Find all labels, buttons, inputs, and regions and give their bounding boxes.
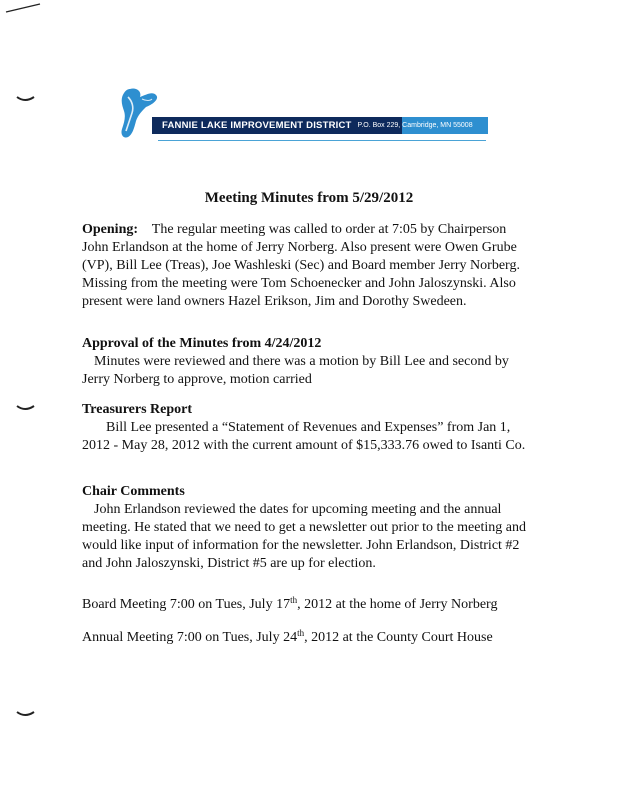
board-meeting-prefix: Board Meeting 7:00 on Tues, July 17 xyxy=(82,597,291,612)
lake-shape-icon xyxy=(112,85,232,145)
board-meeting-ordinal: th xyxy=(290,595,298,605)
annual-meeting-line xyxy=(82,629,552,647)
annual-meeting-ordinal: th xyxy=(297,628,305,638)
opening-section xyxy=(82,221,528,311)
document-title: Meeting Minutes from 5/29/2012 xyxy=(204,190,414,206)
letterhead-rule xyxy=(158,140,486,141)
org-name: FANNIE LAKE IMPROVEMENT DISTRICT xyxy=(162,120,352,131)
treasurer-text: Bill Lee presented a “Statement of Revenues and Expenses” from Jan 1, 2012 - May 28, 2012 with the current amount of $15,333.76 owed to Isanti Co. xyxy=(82,420,526,453)
opening-heading: Opening: xyxy=(82,222,139,237)
chair-section xyxy=(82,483,528,573)
board-meeting-suffix: , 2012 at the home of Jerry Norberg xyxy=(297,597,498,612)
letterhead-banner xyxy=(158,117,484,134)
punch-mark-3 xyxy=(16,709,36,719)
org-address: P.O. Box 229, Cambridge, MN 55008 xyxy=(357,122,473,129)
board-meeting-line xyxy=(82,596,552,614)
chair-heading: Chair Comments xyxy=(82,484,185,499)
annual-meeting-prefix: Annual Meeting 7:00 on Tues, July 24 xyxy=(82,630,298,645)
scan-mark-top xyxy=(4,0,44,14)
approval-text: Minutes were reviewed and there was a motion by Bill Lee and second by Jerry Norberg to approve, motion carried xyxy=(82,354,509,387)
opening-text: The regular meeting was called to order at 7:05 by Chairperson John Erlandson at the home of Jerry Norberg. Also present were Owen Grube (VP), Bill Lee (Treas), Joe Washleski (Sec) and Board member Jerry Norberg. Missing from the meeting were Tom Schoenecker and John Jaloszynski. Also present were land owners Hazel Erikson, Jim and Dorothy Swedeen. xyxy=(82,222,520,309)
approval-section xyxy=(82,335,528,389)
treasurer-section xyxy=(82,401,528,455)
approval-heading: Approval of the Minutes from 4/24/2012 xyxy=(82,336,322,351)
letterhead xyxy=(112,85,492,145)
punch-mark-2 xyxy=(16,403,36,413)
punch-mark-1 xyxy=(16,94,36,104)
treasurer-heading: Treasurers Report xyxy=(82,402,193,417)
annual-meeting-suffix: , 2012 at the County Court House xyxy=(304,630,493,645)
chair-text: John Erlandson reviewed the dates for upcoming meeting and the annual meeting. He stated that we need to get a newsletter out prior to the meeting and would like input of information for the newsletter. John Erlandson, District #2 and John Jaloszynski, District #5 are up for election. xyxy=(82,502,526,571)
